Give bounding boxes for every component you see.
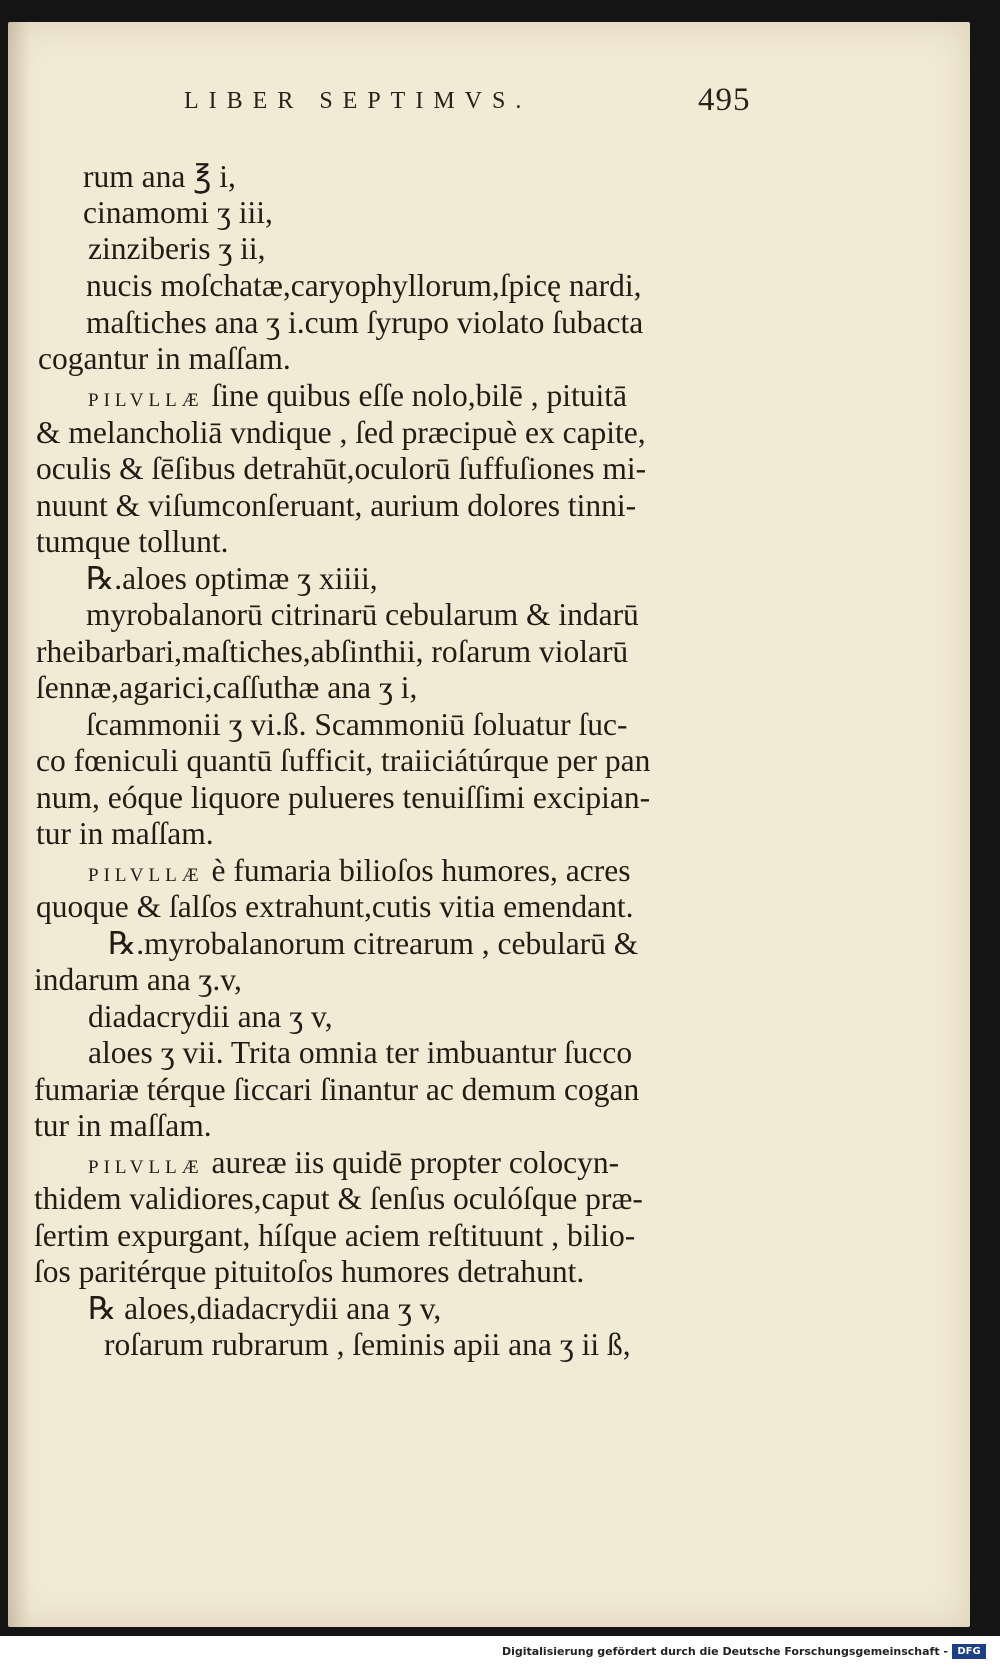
text-line: diadacrydii ana ʒ v,: [88, 999, 333, 1034]
funding-credit: Digitalisierung gefördert durch die Deutsche Forschungsgemeinschaft -: [501, 1645, 948, 1658]
text-line: tumque tollunt.: [36, 524, 229, 559]
text-line: ſertim expurgant, híſque aciem reſtituunt , bilio-: [34, 1218, 636, 1253]
text-line: myrobalanorū citrinarū cebularum & indarū: [86, 597, 639, 632]
text-line: PILVLLÆ aureæ iis quidē propter colocyn-: [88, 1145, 620, 1180]
section-heading: PILVLLÆ: [88, 1157, 204, 1178]
running-title: LIBER SEPTIMVS.: [184, 88, 532, 114]
text-line: indarum ana ʒ.v,: [34, 962, 242, 997]
text-line: ℞ aloes,diadacrydii ana ʒ v,: [88, 1291, 442, 1326]
text-line: tur in maſſam.: [36, 816, 214, 851]
text-line: roſarum rubrarum , ſeminis apii ana ʒ ii ß,: [104, 1327, 631, 1362]
text-line: rheibarbari,maſtiches,abſinthii, roſarum violarū: [36, 634, 629, 669]
text-line: zinziberis ʒ ii,: [88, 231, 266, 266]
book-page: [8, 22, 970, 1627]
text-line: quoque & ſalſos extrahunt,cutis vitia emendant.: [36, 889, 634, 924]
text-line: num, eóque liquore pulueres tenuiſſimi excipian-: [36, 780, 651, 815]
dfg-logo: DFG: [952, 1644, 986, 1659]
text-line: tur in maſſam.: [34, 1108, 212, 1143]
text-line: nucis moſchatæ,caryophyllorum,ſpicę nardi,: [86, 268, 642, 303]
section-heading: PILVLLÆ: [88, 865, 204, 886]
text-line: aloes ʒ vii. Trita omnia ter imbuantur ſucco: [88, 1035, 633, 1070]
text-line: cinamomi ʒ iii,: [83, 195, 273, 230]
text-line: co fœniculi quantū ſufficit, traiiciátúrque per pan: [36, 743, 651, 778]
text-line: nuunt & viſumconſeruant, aurium dolores tinni-: [36, 488, 637, 523]
page-number: 495: [698, 82, 751, 118]
text-line: fumariæ térque ſiccari ſinantur ac demum cogan: [34, 1072, 640, 1107]
text-line: cogantur in maſſam.: [38, 341, 291, 376]
text-line: ſennæ,agarici,caſſuthæ ana ʒ i,: [36, 670, 418, 705]
text-line: maſtiches ana ʒ i.cum ſyrupo violato ſubacta: [86, 305, 644, 340]
section-heading: PILVLLÆ: [88, 390, 204, 411]
text-line: oculis & ſēſibus detrahūt,oculorū ſuffuſiones mi-: [36, 451, 647, 486]
page-binding-shadow: [8, 22, 30, 1627]
text-line: & melancholiā vndique , ſed præcipuè ex capite,: [36, 415, 646, 450]
text-line: rum ana ℥ i,: [83, 159, 236, 194]
text-line: ℞.myrobalanorum citrearum , cebularū &: [108, 926, 639, 961]
text-line: PILVLLÆ è fumaria bilioſos humores, acres: [88, 853, 631, 888]
footer-bar: [0, 1638, 1000, 1670]
text-line: thidem validiores,caput & ſenſus oculóſque præ-: [34, 1181, 643, 1216]
text-line: ſos paritérque pituitoſos humores detrahunt.: [34, 1254, 585, 1289]
text-line: ℞.aloes optimæ ʒ xiiii,: [86, 561, 378, 596]
text-line: ſcammonii ʒ vi.ß. Scammoniū ſoluatur ſuc-: [86, 707, 628, 742]
text-line: PILVLLÆ ſine quibus eſſe nolo,bilē , pituitā: [88, 378, 628, 413]
